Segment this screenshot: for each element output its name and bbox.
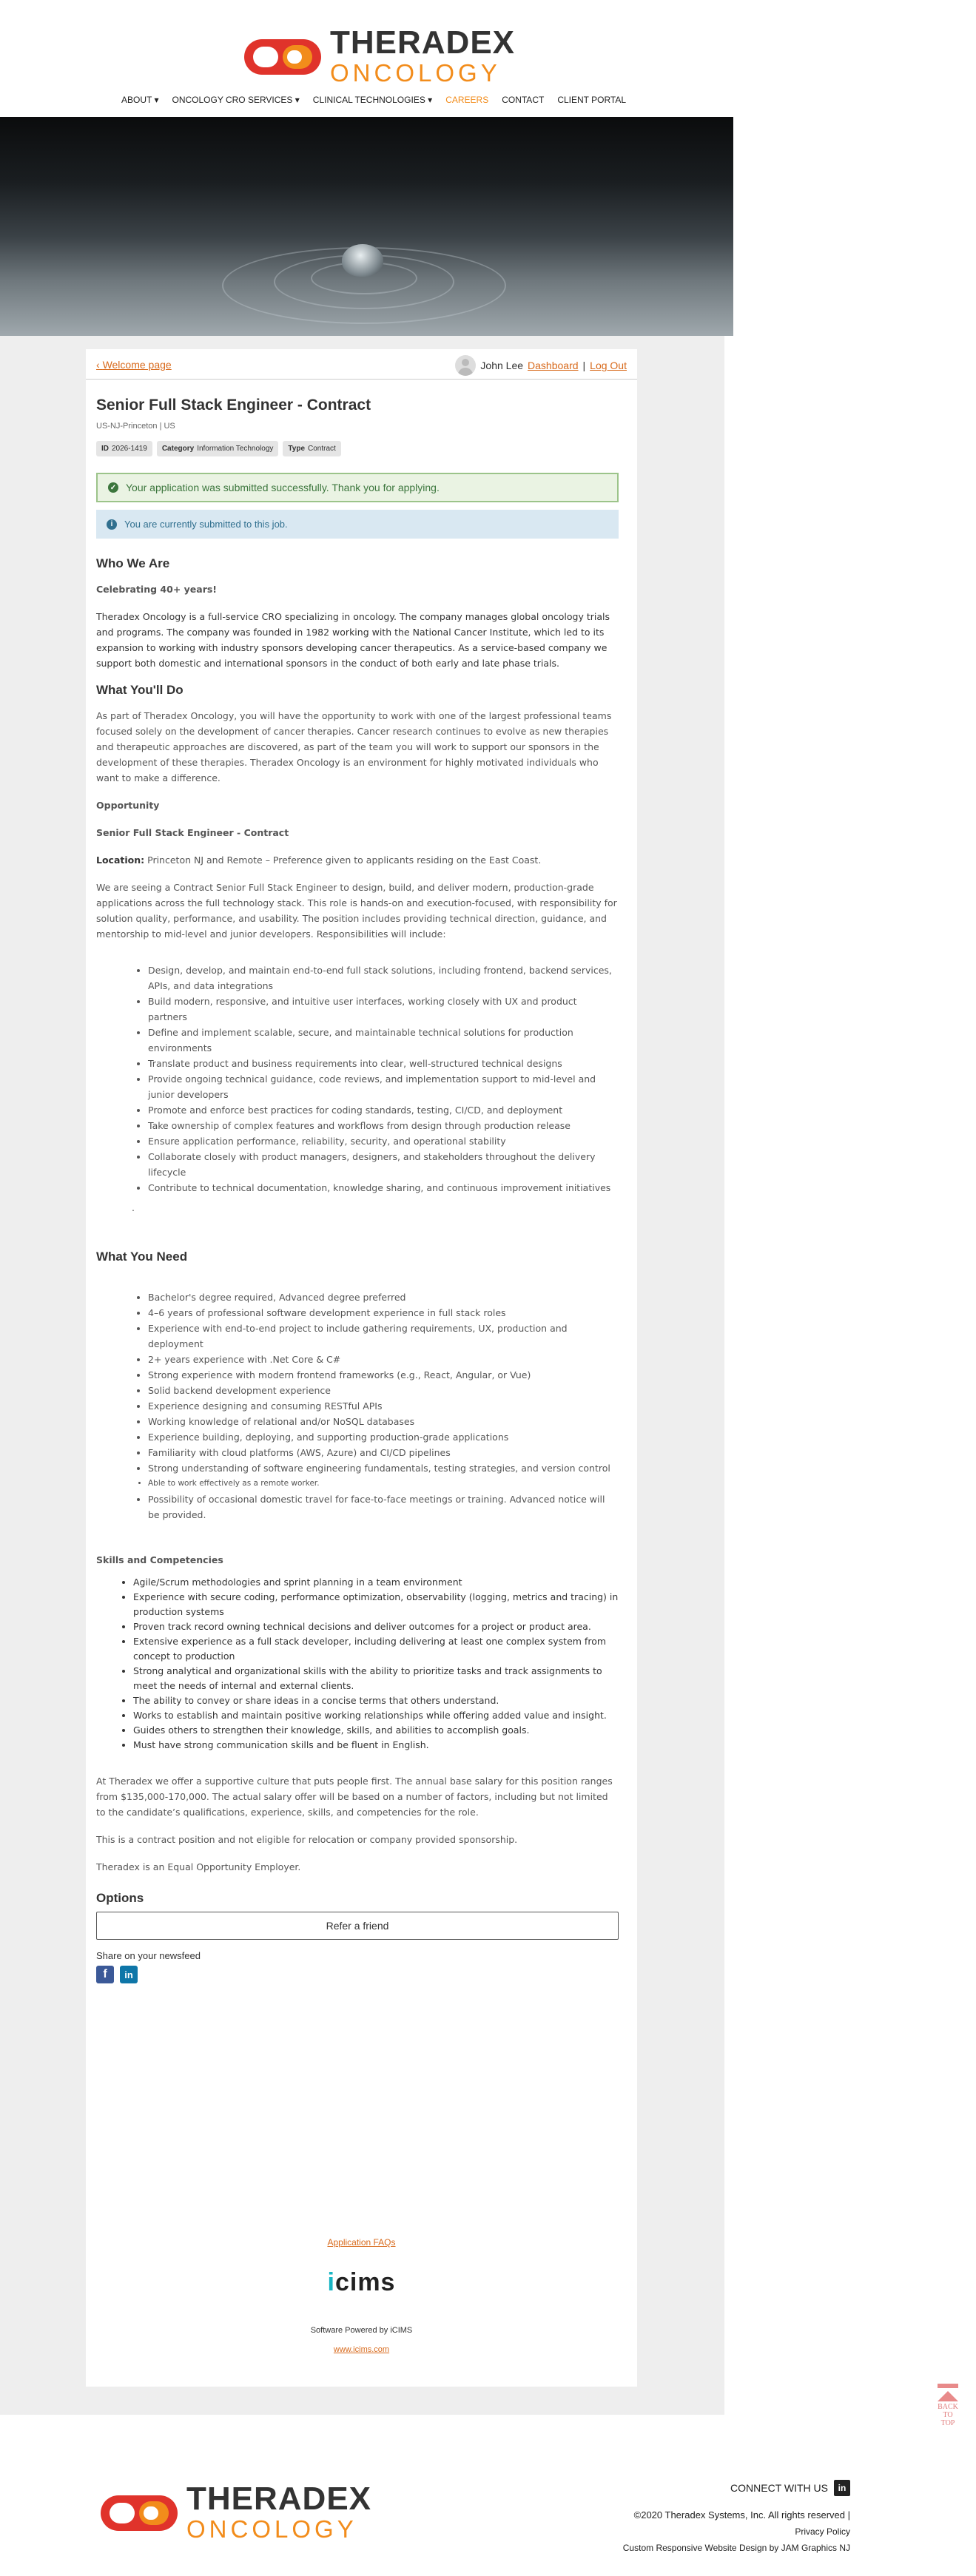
- success-alert: [96, 473, 619, 502]
- portal-topbar: [86, 349, 637, 380]
- theradex-logo-mark: [244, 35, 327, 78]
- linkedin-icon[interactable]: in: [120, 1966, 138, 1983]
- job-title: Senior Full Stack Engineer - Contract: [96, 397, 371, 414]
- nav-oncology-cro-services[interactable]: ONCOLOGY CRO SERVICES ▾: [172, 95, 300, 105]
- design-credit[interactable]: Custom Responsive Website Design by JAM Graphics NJ: [622, 2543, 850, 2553]
- tag-id: ID 2026-1419: [96, 441, 152, 456]
- list-item: • Experience with end-to-end project to include gathering requirements, UX, production and deployment: [148, 1321, 619, 1352]
- salary-paragraph: At Theradex we offer a supportive culture that puts people first. The annual base salary for this position ranges from $135,000-170,000. The actual salary offer will be based on a number of factors, including but not limited to the candidate’s qualifications, experience, skills, and competencies for the role.: [96, 1776, 613, 1818]
- powered-by-text: Software Powered by iCIMS: [310, 2326, 413, 2335]
- linkedin-icon[interactable]: in: [834, 2480, 850, 2496]
- list-item: • 2+ years experience with .Net Core & C#: [148, 1352, 619, 1367]
- list-item: • Working knowledge of relational and/or NoSQL databases: [148, 1414, 619, 1429]
- list-item: • Proven track record owning technical decisions and deliver outcomes for a project or product area.: [133, 1619, 619, 1634]
- footer-info: [623, 2480, 850, 2553]
- icims-logo[interactable]: [86, 2268, 637, 2297]
- list-item: • Possibility of occasional domestic travel for face-to-face meetings or training. Advanced notice will be provided.: [148, 1491, 619, 1523]
- info-alert: [96, 510, 619, 539]
- role-intro-paragraph: We are seeing a Contract Senior Full Stack Engineer to design, build, and deliver modern, production-grade applications across the full technology stack. This role is hands-on and execution-focused, with responsibility for solution quality, performance, and usability. The position includes providing technical direction, guidance, and mentorship to mid-level and junior developers. Responsibilities will include:: [96, 882, 617, 940]
- list-item: • Bachelor's degree required, Advanced degree preferred: [148, 1289, 619, 1305]
- logo-name-top: THERADEX: [330, 24, 516, 61]
- main-nav: [121, 95, 626, 105]
- welcome-page-link[interactable]: [96, 359, 172, 371]
- privacy-policy-link[interactable]: Privacy Policy: [795, 2526, 850, 2537]
- check-circle-icon: ✓: [108, 482, 118, 493]
- faq-link-wrap: [86, 2237, 637, 2248]
- list-item: • The ability to convey or share ideas in a concise terms that others understand.: [133, 1693, 619, 1708]
- list-item: • Guides others to strengthen their knowledge, skills, and abilities to accomplish goals.: [133, 1723, 619, 1738]
- icims-url-link[interactable]: www.icims.com: [333, 2345, 390, 2354]
- list-item: • Ensure application performance, reliability, security, and operational stability: [148, 1133, 619, 1149]
- user-name: John Lee: [480, 360, 524, 371]
- list-item: • Able to work effectively as a remote worker.: [148, 1476, 619, 1491]
- nav-client-portal[interactable]: CLIENT PORTAL: [557, 95, 627, 105]
- skills-list: [133, 1575, 619, 1753]
- success-message: Your application was submitted successfully. Thank you for applying.: [126, 482, 440, 493]
- theradex-logo[interactable]: [244, 24, 516, 87]
- site-footer: [0, 2441, 976, 2576]
- copyright-text: ©2020 Theradex Systems, Inc. All rights reserved |: [633, 2509, 850, 2521]
- job-location: US-NJ-Princeton | US: [96, 422, 175, 431]
- list-item: • Take ownership of complex features and workflows from design through production release: [148, 1118, 619, 1133]
- arrow-up-icon: [938, 2384, 958, 2388]
- list-item: • Contribute to technical documentation, knowledge sharing, and continuous improvement initiatives: [148, 1180, 619, 1196]
- options-heading: Options: [96, 1891, 144, 1905]
- refer-friend-button[interactable]: Refer a friend: [96, 1912, 619, 1940]
- footer-logo-name-top: THERADEX: [186, 2481, 372, 2517]
- eoe-statement: Theradex is an Equal Opportunity Employer.: [96, 1861, 301, 1872]
- info-circle-icon: i: [107, 519, 117, 530]
- job-content: [96, 397, 619, 1983]
- footer-logo-name-bottom: ONCOLOGY: [186, 2515, 357, 2543]
- list-item: • Experience designing and consuming RESTful APIs: [148, 1398, 619, 1414]
- social-share: [96, 1966, 619, 1983]
- info-message: You are currently submitted to this job.: [124, 519, 288, 530]
- nav-contact[interactable]: CONTACT: [502, 95, 545, 105]
- connect-with-us: [623, 2480, 850, 2496]
- facebook-icon[interactable]: f: [96, 1966, 114, 1983]
- list-item: • Define and implement scalable, secure, and maintainable technical solutions for production environments: [148, 1025, 619, 1056]
- welcome-page-label: Welcome page: [102, 359, 172, 371]
- list-item: • Agile/Scrum methodologies and sprint planning in a team environment: [133, 1575, 619, 1590]
- list-item: • Strong understanding of software engineering fundamentals, testing strategies, and version control: [148, 1460, 619, 1476]
- avatar: [455, 355, 476, 376]
- footer-logo-mark: [101, 2491, 184, 2534]
- footer-theradex-logo[interactable]: [101, 2483, 371, 2541]
- role-label: Senior Full Stack Engineer - Contract: [96, 827, 289, 838]
- who-we-are-paragraph: Theradex Oncology is a full-service CRO specializing in oncology. The company manages global oncology trials and programs. The company was founded in 1982 working with the National Cancer Institute, which led to its expansion to working with industry sponsors developing cancer therapeutics. As a service-based company we support both domestic and international sponsors in the conduct of both early and late phase trials.: [96, 611, 610, 669]
- nav-careers[interactable]: CAREERS: [445, 95, 489, 105]
- icims-url-wrap: [86, 2345, 637, 2354]
- topbar-separator: |: [582, 360, 586, 371]
- tag-type: Type Contract: [283, 441, 340, 456]
- connect-label: CONNECT WITH US: [730, 2482, 828, 2494]
- chevron-left-icon: ‹: [96, 359, 103, 371]
- what-you-need-heading: What You Need: [96, 1250, 188, 1264]
- nav-clinical-technologies[interactable]: CLINICAL TECHNOLOGIES ▾: [312, 95, 433, 105]
- logout-link[interactable]: Log Out: [590, 360, 627, 371]
- list-item: • Promote and enforce best practices for coding standards, testing, CI/CD, and deployment: [148, 1102, 619, 1118]
- list-item: • Design, develop, and maintain end-to-end full stack solutions, including frontend, backend services, APIs, and data integrations: [148, 962, 619, 994]
- list-item: • Strong experience with modern frontend frameworks (e.g., React, Angular, or Vue): [148, 1367, 619, 1383]
- site-header: [0, 0, 976, 117]
- opportunity-label: Opportunity: [96, 800, 160, 811]
- location-paragraph: Location: Princeton NJ and Remote – Preference given to applicants residing on the East Coast.: [96, 854, 542, 866]
- list-item: • Extensive experience as a full stack developer, including delivering at least one complex system from concept to production: [133, 1634, 619, 1664]
- job-tags: [96, 441, 619, 456]
- hero-water-drop-image: [0, 117, 733, 336]
- list-item: • Familiarity with cloud platforms (AWS, Azure) and CI/CD pipelines: [148, 1445, 619, 1460]
- list-item: • Build modern, responsive, and intuitive user interfaces, working closely with UX and product partners: [148, 994, 619, 1025]
- contract-note: This is a contract position and not eligible for relocation or company provided sponsorship.: [96, 1834, 518, 1845]
- share-label: Share on your newsfeed: [96, 1950, 201, 1961]
- application-faqs-link[interactable]: Application FAQs: [327, 2237, 396, 2248]
- logo-name-bottom: ONCOLOGY: [330, 59, 501, 87]
- back-to-top-button[interactable]: BACK TO TOP: [933, 2384, 963, 2427]
- who-we-are-heading: Who We Are: [96, 556, 170, 570]
- stray-dot: .: [132, 1202, 135, 1213]
- list-item: • Must have strong communication skills and be fluent in English.: [133, 1738, 619, 1753]
- list-item: • Translate product and business requirements into clear, well-structured technical designs: [148, 1056, 619, 1071]
- job-card: [86, 349, 637, 2387]
- requirements-list: [148, 1289, 619, 1523]
- what-youll-do-heading: What You'll Do: [96, 683, 184, 697]
- list-item: • Solid backend development experience: [148, 1383, 619, 1398]
- tag-category: Category Information Technology: [157, 441, 279, 456]
- list-item: • 4–6 years of professional software development experience in full stack roles: [148, 1305, 619, 1321]
- list-item: • Experience building, deploying, and supporting production-grade applications: [148, 1429, 619, 1445]
- list-item: • Strong analytical and organizational skills with the ability to prioritize tasks and track assignments to meet the needs of internal and external clients.: [133, 1664, 619, 1693]
- list-item: • Experience with secure coding, performance optimization, observability (logging, metrics and tracing) in production systems: [133, 1590, 619, 1619]
- nav-about[interactable]: ABOUT ▾: [121, 95, 159, 105]
- list-item: • Collaborate closely with product managers, designers, and stakeholders throughout the delivery lifecycle: [148, 1149, 619, 1180]
- icims-logo-i: i: [327, 2268, 335, 2296]
- skills-heading: Skills and Competencies: [96, 1554, 223, 1565]
- list-item: • Works to establish and maintain positive working relationships while offering added value and insight.: [133, 1708, 619, 1723]
- what-youll-do-paragraph: As part of Theradex Oncology, you will have the opportunity to work with one of the largest professional teams focused solely on the development of cancer therapies. Cancer research continues to evolve as new therapies and therapeutic approaches are discovered, as part of the team you will work to support our sponsors in the development of these therapies. Theradex Oncology is an environment for highly motivated individuals who want to make a difference.: [96, 710, 612, 783]
- dashboard-link[interactable]: Dashboard: [528, 360, 579, 371]
- celebrating-text: Celebrating 40+ years!: [96, 584, 218, 595]
- list-item: • Provide ongoing technical guidance, code reviews, and implementation support to mid-level and junior developers: [148, 1071, 619, 1102]
- responsibilities-list: [148, 962, 619, 1196]
- icims-logo-rest: cims: [334, 2268, 396, 2296]
